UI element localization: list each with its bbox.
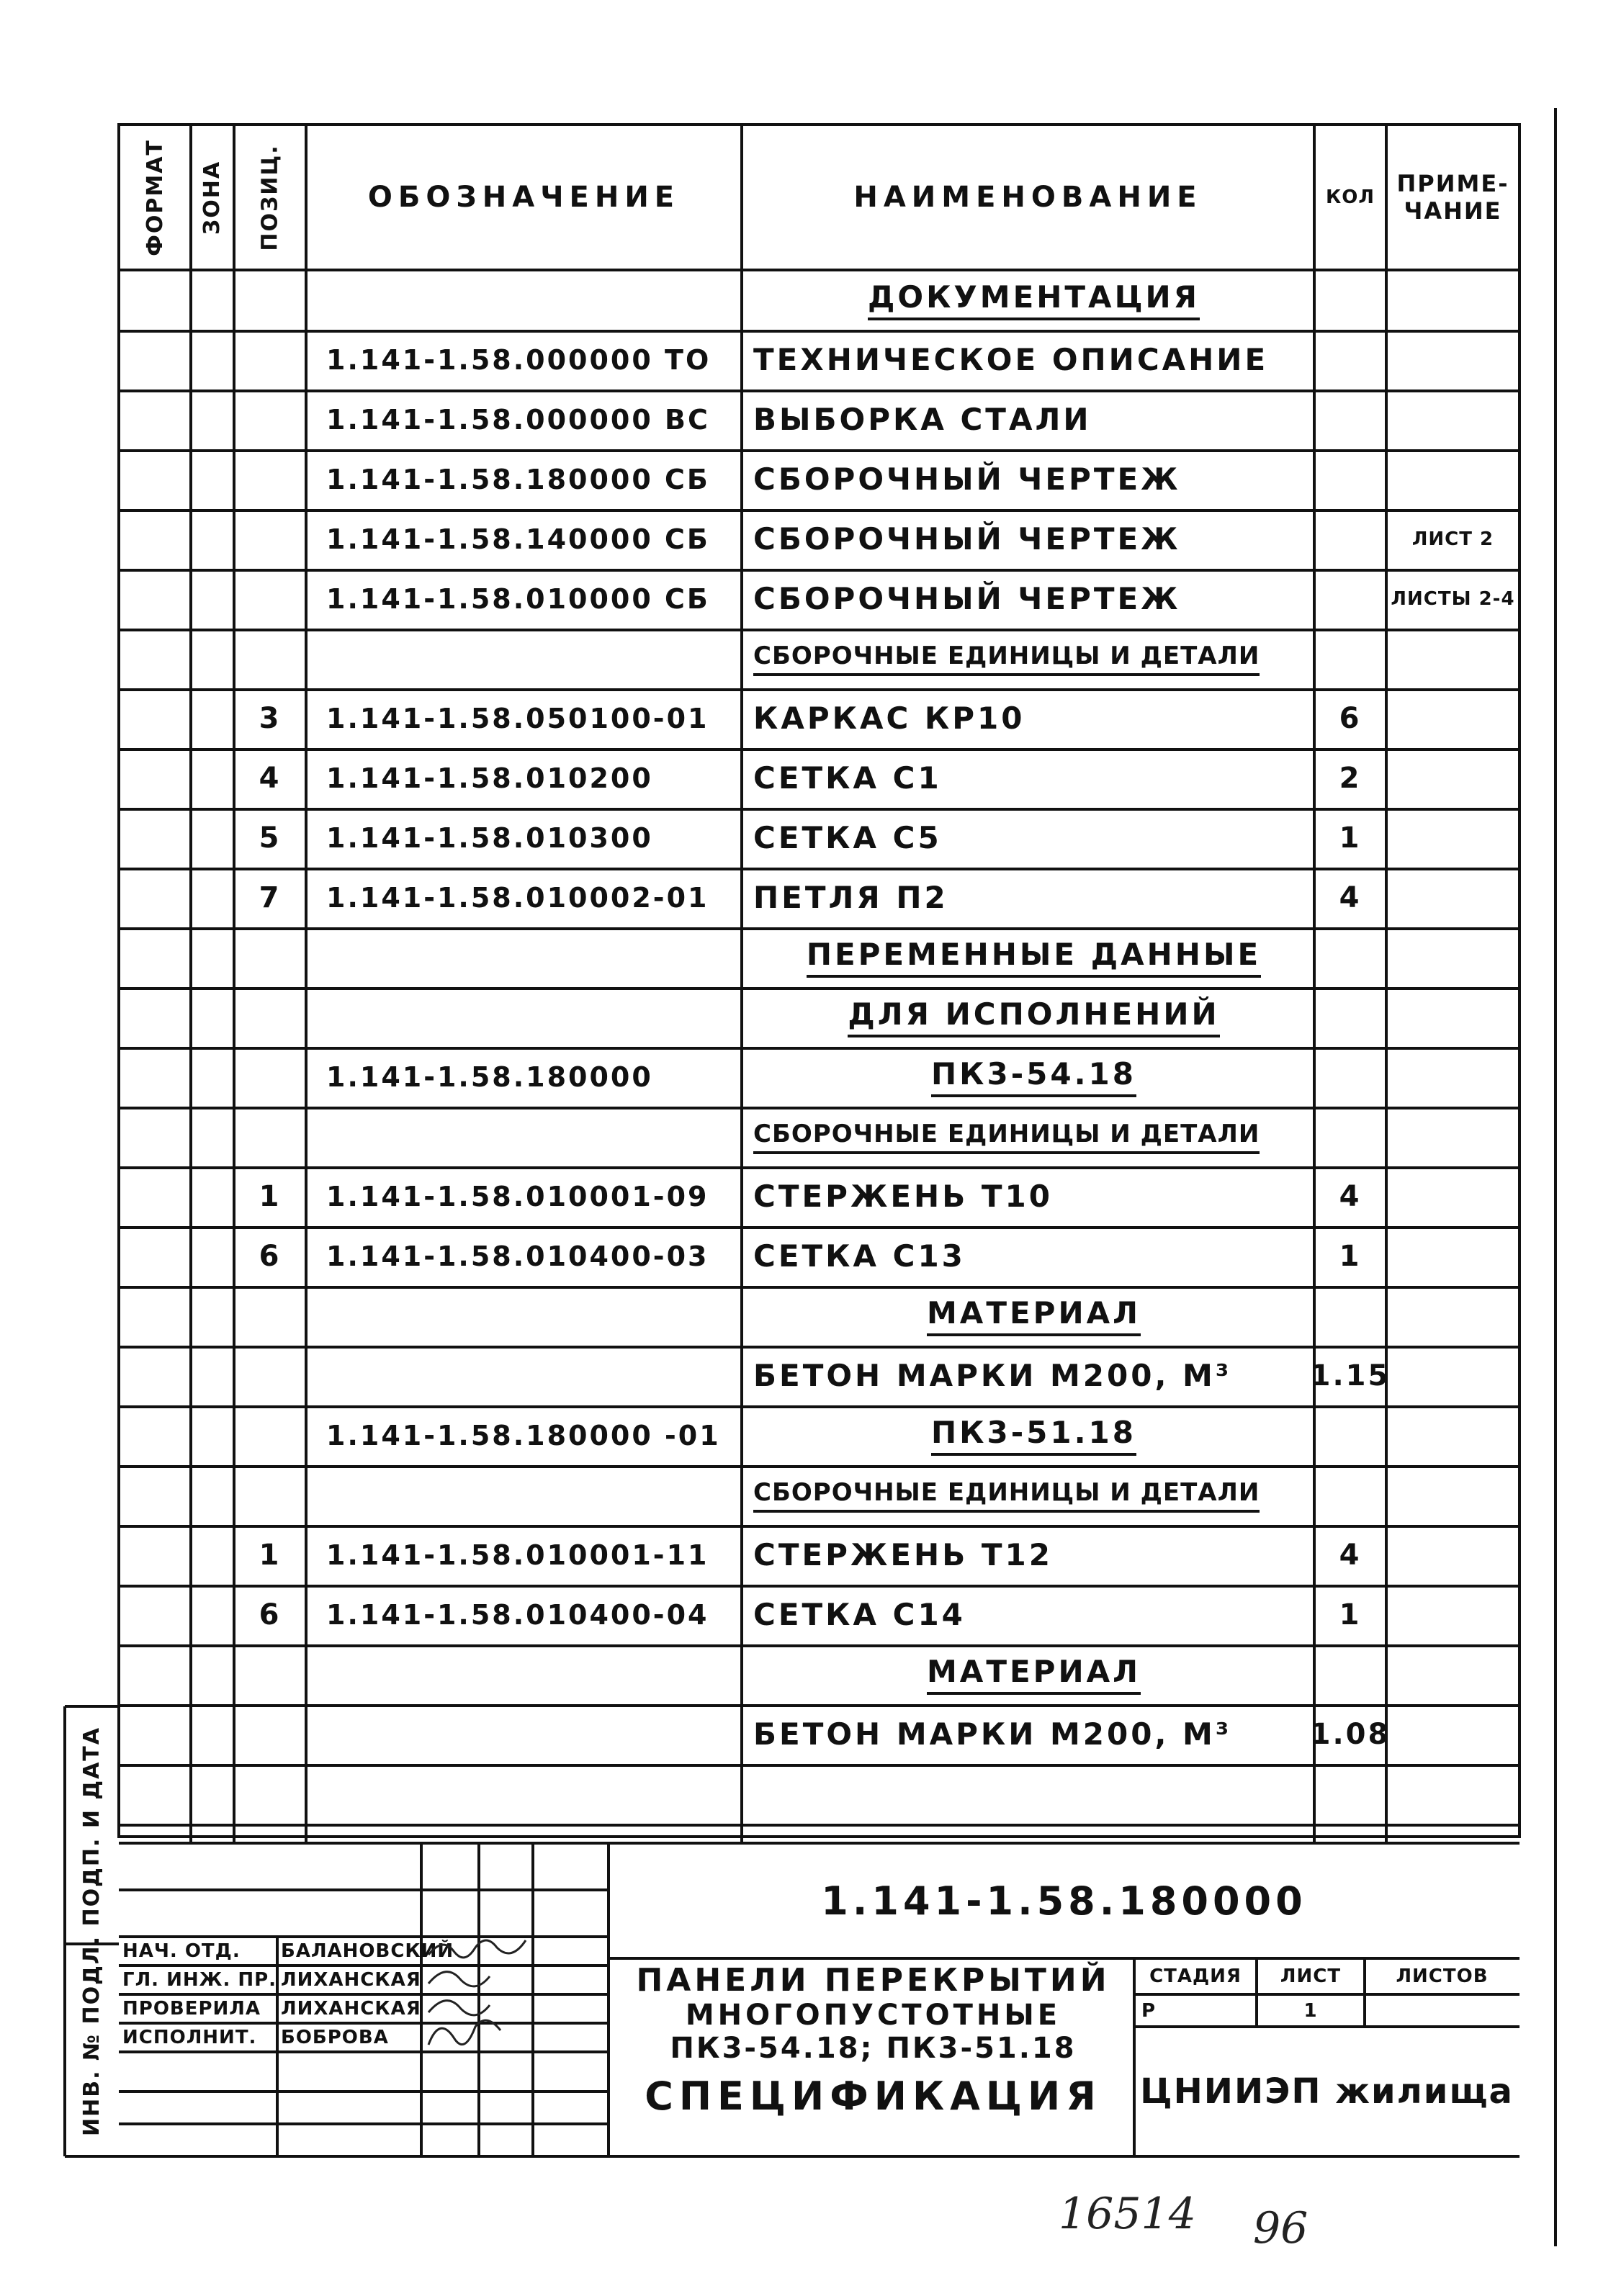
section-heading-text: СБОРОЧНЫЕ ЕДИНИЦЫ И ДЕТАЛИ <box>753 641 1260 676</box>
row-qty: 1 <box>1339 821 1362 855</box>
row-name: БЕТОН МАРКИ М200, М³ <box>753 1716 1232 1752</box>
sheet-value: 1 <box>1303 1999 1318 2022</box>
title-line-1: ПАНЕЛИ ПЕРЕКРЫТИЙ <box>636 1962 1110 1999</box>
row-qty: 2 <box>1339 761 1362 795</box>
row-qty: 1 <box>1339 1598 1362 1631</box>
section-heading-text: ПК3-54.18 <box>931 1056 1136 1097</box>
header-note-line1: ПРИМЕ- <box>1396 170 1509 197</box>
title-line-2: МНОГОПУСТОТНЫЕ <box>685 1999 1061 2032</box>
row-position: 3 <box>259 701 282 735</box>
row-qty: 1 <box>1339 1239 1362 1273</box>
title-line-4: СПЕЦИФИКАЦИЯ <box>645 2074 1102 2119</box>
row-position: 1 <box>259 1538 282 1572</box>
row-name: СЕТКА С13 <box>753 1238 966 1274</box>
row-qty: 4 <box>1339 1538 1362 1572</box>
row-qty: 4 <box>1339 881 1362 914</box>
row-name: ПЕТЛЯ П2 <box>753 880 948 915</box>
row-name: СБОРОЧНЫЙ ЧЕРТЕЖ <box>753 521 1181 557</box>
row-qty: 1.15 <box>1310 1359 1391 1392</box>
row-name: СБОРОЧНЫЙ ЧЕРТЕЖ <box>753 581 1181 616</box>
row-position: 6 <box>259 1598 282 1631</box>
staff-name-2: ЛИХАНСКАЯ <box>281 1969 421 1991</box>
row-qty: 6 <box>1339 701 1362 735</box>
staff-role-4: ИСПОЛНИТ. <box>122 2027 257 2048</box>
row-name: СТЕРЖЕНЬ Т10 <box>753 1179 1053 1214</box>
row-designation: 1.141-1.58.010001-11 <box>326 1539 709 1571</box>
row-name: СБОРОЧНЫЙ ЧЕРТЕЖ <box>753 462 1181 497</box>
row-name: СТЕРЖЕНЬ Т12 <box>753 1537 1053 1572</box>
row-position: 6 <box>259 1239 282 1273</box>
section-heading-text: ПЕРЕМЕННЫЕ ДАННЫЕ <box>807 937 1261 978</box>
row-designation: 1.141-1.58.010002-01 <box>326 881 709 914</box>
row-name: СЕТКА С1 <box>753 760 942 796</box>
row-designation: 1.141-1.58.050100-01 <box>326 702 709 734</box>
row-position: 4 <box>259 761 282 795</box>
row-note: ЛИСТ 2 <box>1411 528 1494 550</box>
section-heading-text: СБОРОЧНЫЕ ЕДИНИЦЫ И ДЕТАЛИ <box>753 1478 1260 1513</box>
row-designation: 1.141-1.58.180000 <box>326 1061 653 1093</box>
row-name: СЕТКА С5 <box>753 820 942 855</box>
row-qty: 1.08 <box>1310 1717 1391 1751</box>
header-designation: ОБОЗНАЧЕНИЕ <box>367 181 681 214</box>
row-designation: 1.141-1.58.010000 СБ <box>326 582 710 615</box>
header-format: ФОРМАТ <box>142 138 168 256</box>
row-qty: 4 <box>1339 1179 1362 1213</box>
organization-name: ЦНИИЭП жилища <box>1140 2071 1514 2112</box>
header-note-line2: ЧАНИЕ <box>1404 197 1502 225</box>
row-designation: 1.141-1.58.140000 СБ <box>326 523 710 555</box>
row-name: ВЫБОРКА СТАЛИ <box>753 402 1092 437</box>
row-name: СЕТКА С14 <box>753 1597 966 1632</box>
header-position: ПОЗИЦ. <box>257 143 283 251</box>
handwritten-number-right: 96 <box>1253 2203 1308 2254</box>
row-designation: 1.141-1.58.010300 <box>326 821 653 854</box>
section-heading-text: ДЛЯ ИСПОЛНЕНИЙ <box>848 996 1219 1037</box>
stage-label: СТАДИЯ <box>1149 1966 1242 1987</box>
side-stamp: ИНВ. № ПОДЛ. ПОДП. И ДАТА <box>79 1726 104 2136</box>
row-designation: 1.141-1.58.180000 -01 <box>326 1419 721 1451</box>
row-position: 7 <box>259 881 282 914</box>
section-heading-text: ДОКУМЕНТАЦИЯ <box>868 279 1200 320</box>
stage-value: Р <box>1141 1999 1157 2022</box>
header-zone: ЗОНА <box>199 160 225 235</box>
sheets-label: ЛИСТОВ <box>1396 1966 1489 1987</box>
row-position: 5 <box>259 821 282 855</box>
staff-role-2: ГЛ. ИНЖ. ПР. <box>122 1969 277 1991</box>
row-designation: 1.141-1.58.010400-03 <box>326 1240 709 1272</box>
header-qty: КОЛ <box>1326 186 1375 208</box>
row-designation: 1.141-1.58.180000 СБ <box>326 463 710 495</box>
row-position: 1 <box>259 1179 282 1213</box>
row-designation: 1.141-1.58.000000 ТО <box>326 343 712 376</box>
row-name: ТЕХНИЧЕСКОЕ ОПИСАНИЕ <box>753 342 1269 377</box>
staff-role-1: НАЧ. ОТД. <box>122 1940 241 1962</box>
row-designation: 1.141-1.58.010200 <box>326 762 653 794</box>
header-name: НАИМЕНОВАНИЕ <box>853 181 1203 214</box>
row-designation: 1.141-1.58.010400-04 <box>326 1598 709 1631</box>
staff-name-4: БОБРОВА <box>281 2027 389 2048</box>
row-designation: 1.141-1.58.010001-09 <box>326 1180 709 1212</box>
section-heading-text: МАТЕРИАЛ <box>927 1295 1141 1336</box>
section-heading-text: СБОРОЧНЫЕ ЕДИНИЦЫ И ДЕТАЛИ <box>753 1120 1260 1154</box>
doc-code: 1.141-1.58.180000 <box>821 1878 1307 1924</box>
section-heading-text: ПК3-51.18 <box>931 1415 1136 1456</box>
sheet-label: ЛИСТ <box>1280 1966 1342 1987</box>
row-note: ЛИСТЫ 2-4 <box>1391 587 1515 610</box>
row-designation: 1.141-1.58.000000 ВС <box>326 403 710 436</box>
row-name: БЕТОН МАРКИ М200, М³ <box>753 1358 1232 1393</box>
handwritten-number-left: 16514 <box>1059 2189 1196 2239</box>
title-line-3: ПК3-54.18; ПК3-51.18 <box>670 2032 1077 2065</box>
row-name: КАРКАС КР10 <box>753 701 1025 736</box>
staff-role-3: ПРОВЕРИЛА <box>122 1998 261 2020</box>
section-heading-text: МАТЕРИАЛ <box>927 1654 1141 1695</box>
staff-name-1: БАЛАНОВСКИЙ <box>281 1940 454 1962</box>
staff-name-3: ЛИХАНСКАЯ <box>281 1998 421 2020</box>
